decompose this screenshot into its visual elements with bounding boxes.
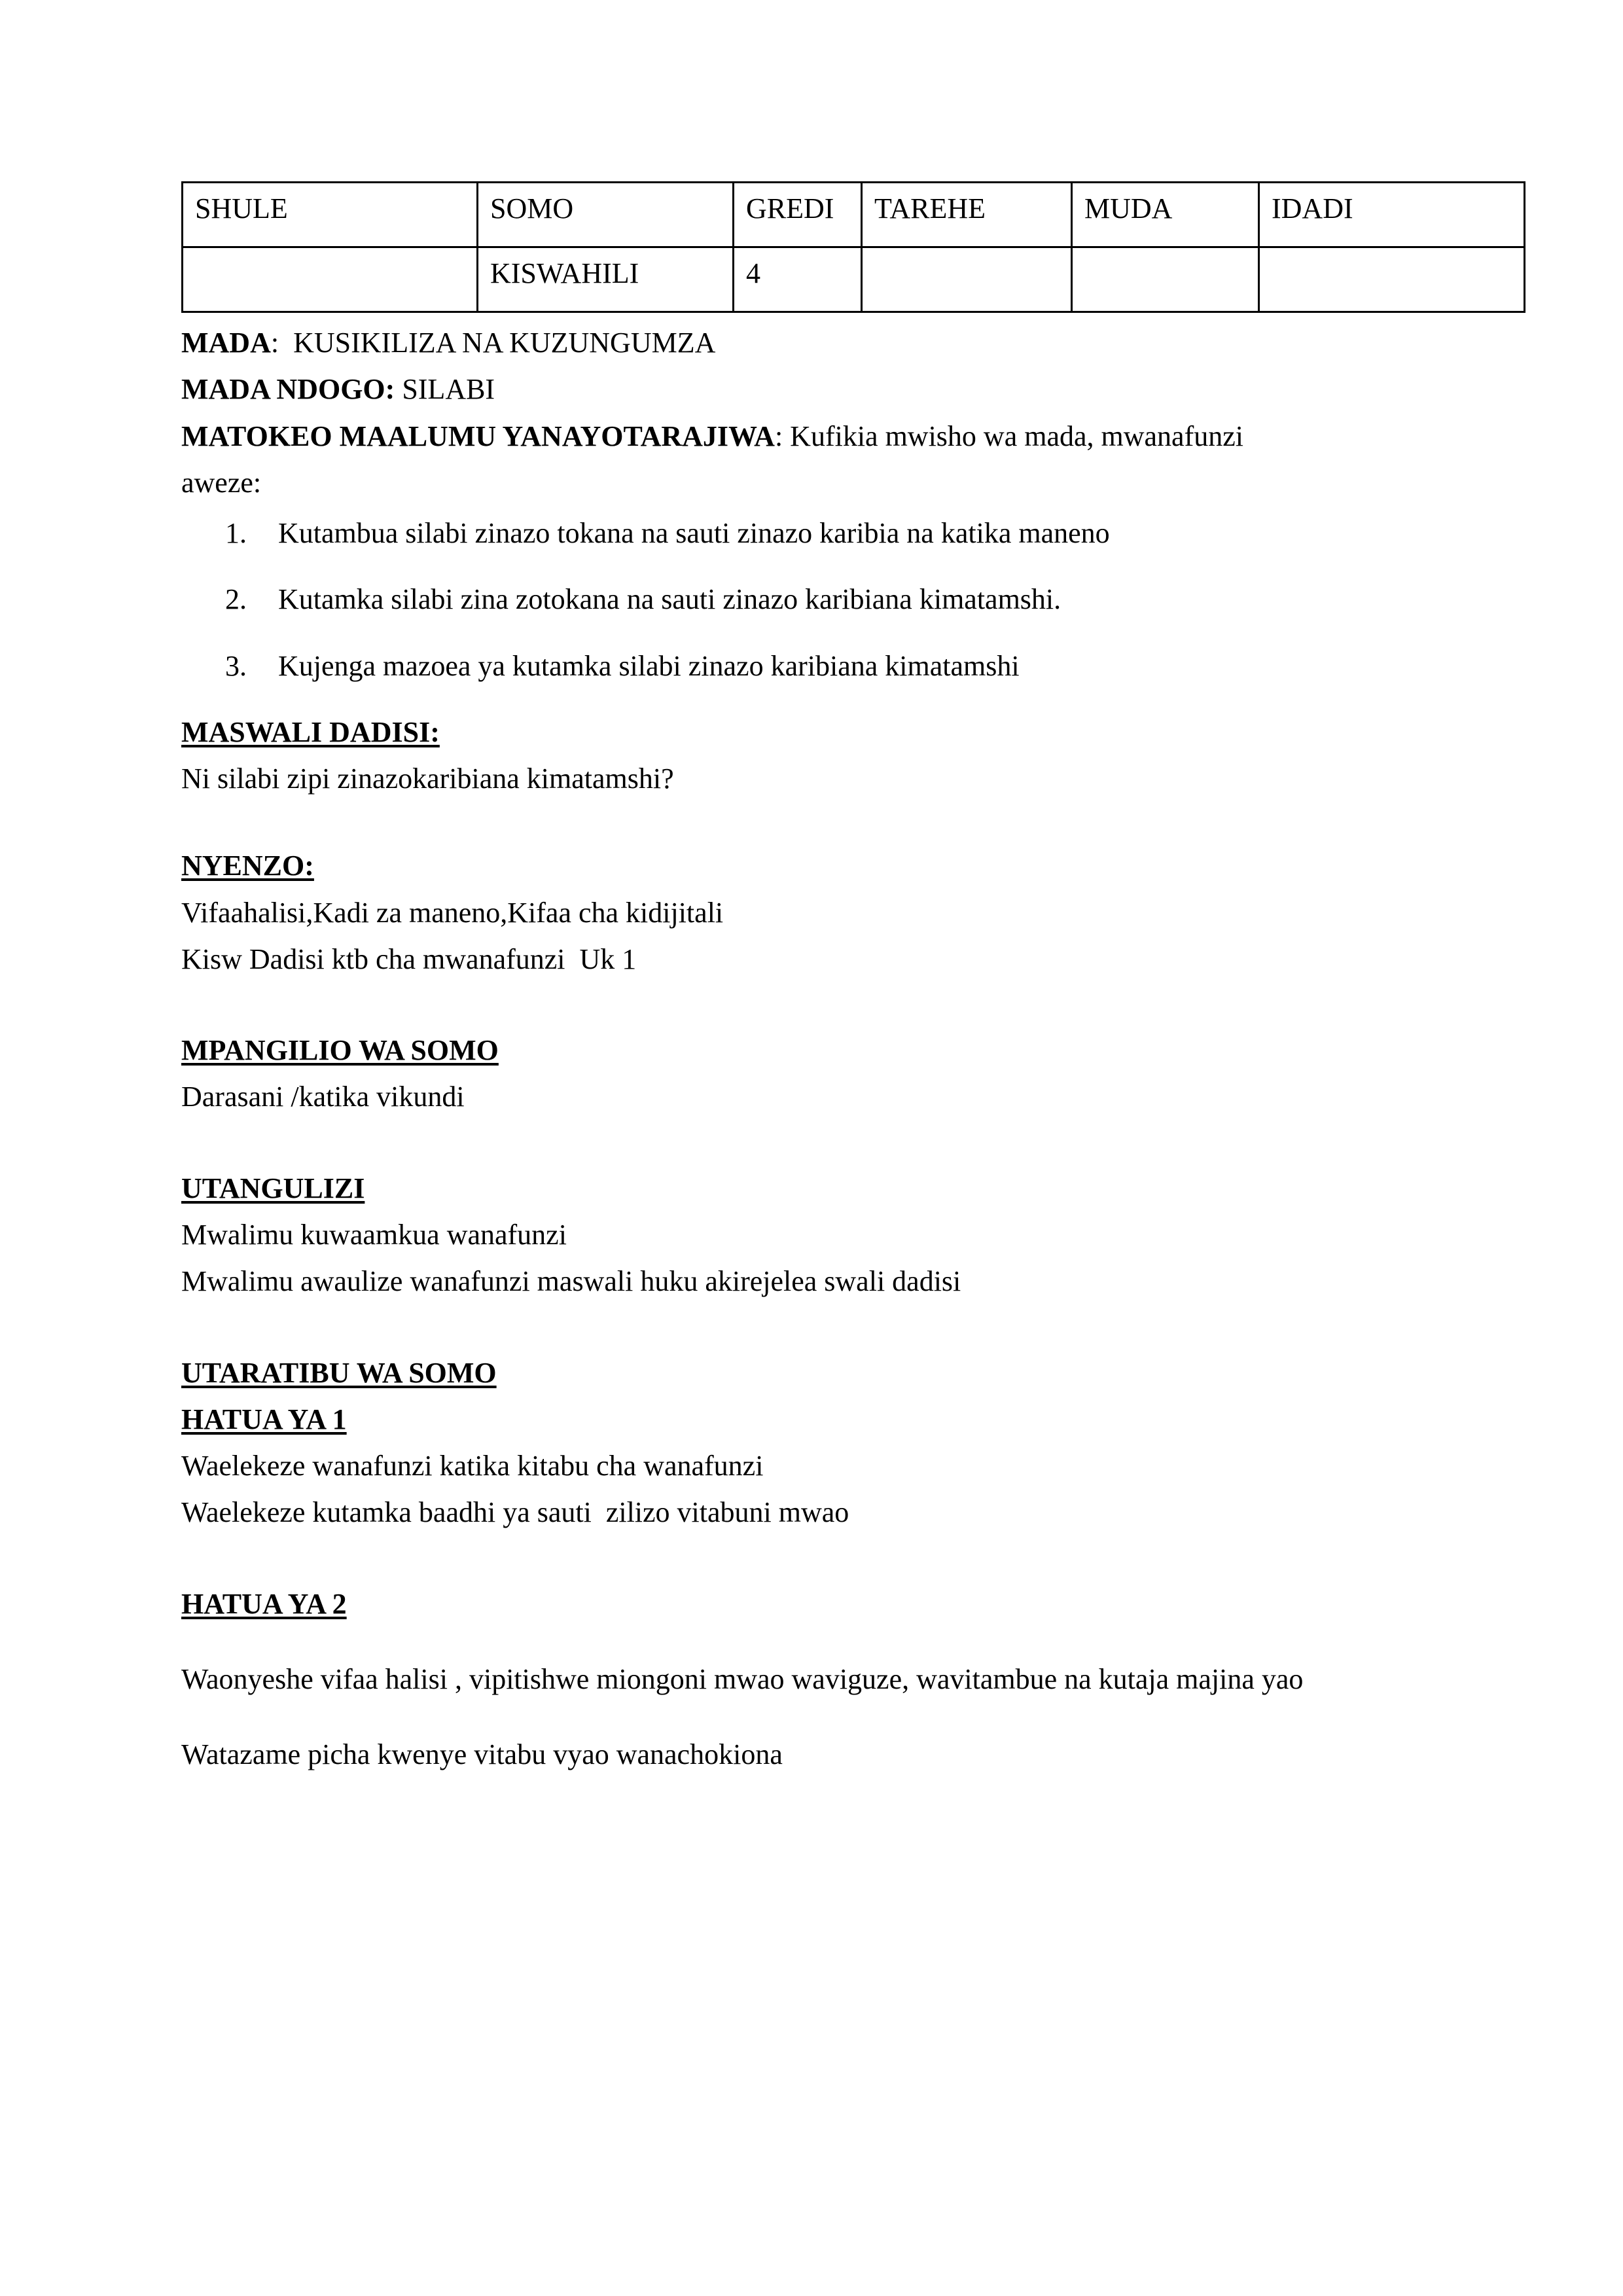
hatua-1-line-1: Waelekeze wanafunzi katika kitabu cha wanafunzi bbox=[181, 1450, 764, 1482]
table-cell-shule[interactable] bbox=[183, 247, 478, 312]
utangulizi-line-1: Mwalimu kuwaamkua wanafunzi bbox=[181, 1218, 567, 1251]
section-heading-utaratibu: UTARATIBU WA SOMO bbox=[181, 1356, 497, 1389]
table-cell-somo[interactable]: KISWAHILI bbox=[478, 247, 734, 312]
list-item: Kutambua silabi zinazo tokana na sauti zinazo karibia na katika maneno bbox=[278, 517, 1110, 550]
section-heading-maswali-dadisi: MASWALI DADISI: bbox=[181, 715, 440, 748]
table-row bbox=[183, 247, 1525, 312]
section-heading-nyenzo: NYENZO: bbox=[181, 850, 314, 882]
section-heading-hatua-2: HATUA YA 2 bbox=[181, 1587, 347, 1620]
document-body bbox=[181, 319, 1441, 1778]
list-item: Kutamka silabi zina zotokana na sauti zinazo karibiana kimatamshi. bbox=[278, 583, 1061, 616]
table-header-row bbox=[183, 183, 1525, 247]
table-cell-idadi[interactable] bbox=[1259, 247, 1525, 312]
table-header-idadi: IDADI bbox=[1259, 183, 1525, 247]
objectives-list bbox=[181, 510, 1441, 689]
table-header-shule: SHULE bbox=[183, 183, 478, 247]
mada-ndogo-label: MADA NDOGO: bbox=[181, 373, 395, 406]
matokeo-label: MATOKEO MAALUMU YANAYOTARAJIWA bbox=[181, 420, 775, 452]
nyenzo-line-1: Vifaahalisi,Kadi za maneno,Kifaa cha kidijitali bbox=[181, 896, 724, 929]
mpangilio-line-1: Darasani /katika vikundi bbox=[181, 1081, 465, 1113]
hatua-2-line-1: Waonyeshe vifaa halisi , vipitishwe miongoni mwao waviguze, wavitambue na kutaja majina yao bbox=[181, 1662, 1304, 1695]
spacer bbox=[181, 1305, 1441, 1350]
list-item: Kujenga mazoea ya kutamka silabi zinazo karibiana kimatamshi bbox=[278, 649, 1020, 682]
mada-label: MADA bbox=[181, 327, 271, 359]
hatua-1-line-2: Waelekeze kutamka baadhi ya sauti zilizo vitabuni mwao bbox=[181, 1496, 849, 1529]
spacer bbox=[181, 982, 1441, 1027]
maswali-dadisi-line: Ni silabi zipi zinazokaribiana kimatamshi? bbox=[181, 762, 674, 795]
utangulizi-line-2: Mwalimu awaulize wanafunzi maswali huku akirejelea swali dadisi bbox=[181, 1265, 961, 1298]
mada-ndogo-line bbox=[181, 366, 1441, 412]
mada-line bbox=[181, 319, 1441, 366]
section-heading-mpangilio: MPANGILIO WA SOMO bbox=[181, 1034, 499, 1067]
hatua-2-line-2: Watazame picha kwenye vitabu vyao wanachokiona bbox=[181, 1738, 783, 1771]
spacer bbox=[181, 1121, 1441, 1165]
table-header-somo: SOMO bbox=[478, 183, 734, 247]
table-cell-muda[interactable] bbox=[1072, 247, 1259, 312]
matokeo-value: : Kufikia mwisho wa mada, mwanafunzi bbox=[774, 420, 1243, 452]
matokeo-line bbox=[181, 413, 1441, 459]
section-heading-utangulizi: UTANGULIZI bbox=[181, 1172, 365, 1204]
nyenzo-line-2: Kisw Dadisi ktb cha mwanafunzi Uk 1 bbox=[181, 942, 637, 975]
table-cell-gredi[interactable]: 4 bbox=[734, 247, 862, 312]
matokeo-continuation: aweze: bbox=[181, 466, 262, 499]
mada-separator: : bbox=[270, 327, 294, 359]
mada-value: KUSIKILIZA NA KUZUNGUMZA bbox=[293, 327, 716, 359]
table-header-muda: MUDA bbox=[1072, 183, 1259, 247]
lesson-header-table bbox=[181, 181, 1525, 313]
section-heading-hatua-1: HATUA YA 1 bbox=[181, 1403, 347, 1435]
mada-ndogo-value: SILABI bbox=[395, 373, 495, 406]
table-header-tarehe: TAREHE bbox=[862, 183, 1072, 247]
table-cell-tarehe[interactable] bbox=[862, 247, 1072, 312]
table-header-gredi: GREDI bbox=[734, 183, 862, 247]
spacer bbox=[181, 1536, 1441, 1581]
spacer bbox=[181, 802, 1441, 842]
